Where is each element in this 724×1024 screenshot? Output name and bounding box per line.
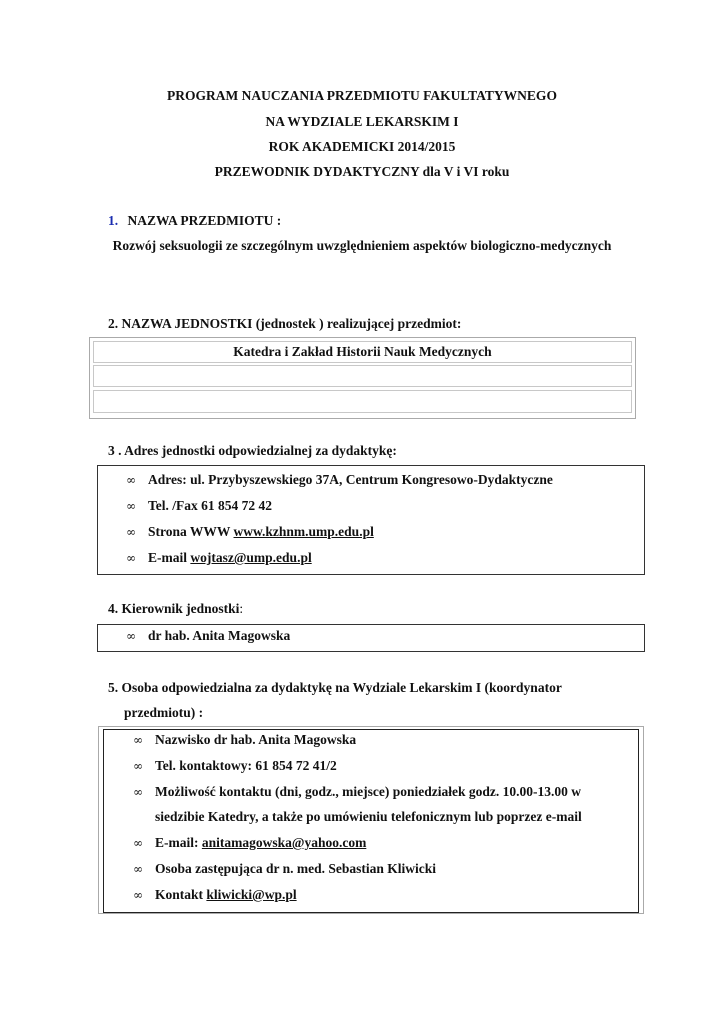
contact-hours-text-1: Możliwość kontaktu (dni, godz., miejsce) poniedziałek godz. 10.00-13.00 w: [155, 784, 581, 799]
infinity-bullet-icon: ∞: [133, 888, 143, 902]
contact-hours-line: [133, 784, 581, 800]
coordinator-name: Nazwisko dr hab. Anita Magowska: [155, 732, 357, 747]
section1-heading-text: NAZWA PRZEDMIOTU :: [127, 213, 282, 228]
address-line: [126, 472, 553, 488]
header-title-line4: PRZEWODNIK DYDAKTYCZNY dla V i VI roku: [214, 164, 510, 179]
substitute-contact-label: Kontakt: [155, 887, 207, 902]
substitute-line: [133, 861, 436, 877]
www-label: Strona WWW: [148, 524, 234, 539]
infinity-bullet-icon: ∞: [133, 785, 143, 799]
course-name: Rozwój seksuologii ze szczególnym uwzględnieniem aspektów biologiczno-medycznych: [112, 238, 612, 253]
header-title-line3: ROK AKADEMICKI 2014/2015: [268, 139, 456, 154]
www-link[interactable]: www.kzhnm.ump.edu.pl: [233, 524, 374, 539]
coordinator-phone: Tel. kontaktowy: 61 854 72 41/2: [155, 758, 337, 773]
infinity-bullet-icon: ∞: [133, 862, 143, 876]
head-name: dr hab. Anita Magowska: [148, 628, 291, 643]
head-line: [126, 628, 290, 644]
unit-row-2: [93, 365, 632, 387]
coordinator-phone-line: [133, 758, 337, 774]
email-link[interactable]: wojtasz@ump.edu.pl: [190, 550, 312, 565]
unit-row-3: [93, 390, 632, 413]
infinity-bullet-icon: ∞: [126, 473, 136, 487]
section5-heading-line1: 5. Osoba odpowiedzialna za dydaktykę na Wydziale Lekarskim I (koordynator: [108, 680, 562, 695]
infinity-bullet-icon: ∞: [126, 525, 136, 539]
section3-heading: 3 . Adres jednostki odpowiedzialnej za dydaktykę:: [108, 443, 397, 458]
substitute-text: Osoba zastępująca dr n. med. Sebastian Kliwicki: [155, 861, 437, 876]
section1-number: 1.: [108, 213, 119, 228]
infinity-bullet-icon: ∞: [133, 836, 143, 850]
email-line: [126, 550, 312, 566]
coordinator-email-link[interactable]: anitamagowska@yahoo.com: [201, 835, 367, 850]
contact-hours-text-2: siedzibie Katedry, a także po umówieniu telefonicznym lub poprzez e-mail: [155, 809, 582, 824]
section4-heading-text: 4. Kierownik jednostki: [108, 601, 240, 616]
infinity-bullet-icon: ∞: [126, 629, 136, 643]
phone-text: Tel. /Fax 61 854 72 42: [148, 498, 273, 513]
address-text: Adres: ul. Przybyszewskiego 37A, Centrum Kongresowo-Dydaktyczne: [148, 472, 553, 487]
unit-row-1: [93, 341, 632, 363]
infinity-bullet-icon: ∞: [133, 733, 143, 747]
coordinator-email-label: E-mail:: [155, 835, 202, 850]
coordinator-name-line: [133, 732, 356, 748]
infinity-bullet-icon: ∞: [126, 499, 136, 513]
section1-heading: [108, 213, 281, 229]
substitute-contact-line: [133, 887, 297, 903]
coordinator-email-line: [133, 835, 366, 851]
section4-heading-colon: :: [239, 601, 244, 616]
infinity-bullet-icon: ∞: [133, 759, 143, 773]
header-title-line1: PROGRAM NAUCZANIA PRZEDMIOTU FAKULTATYWNEGO: [167, 88, 557, 103]
section2-heading: 2. NAZWA JEDNOSTKI (jednostek ) realizującej przedmiot:: [108, 316, 462, 331]
header-title-line2: NA WYDZIALE LEKARSKIM I: [265, 114, 459, 129]
infinity-bullet-icon: ∞: [126, 551, 136, 565]
section5-heading-line2: przedmiotu) :: [124, 705, 204, 720]
email-label: E-mail: [148, 550, 191, 565]
unit-row-1-text: Katedra i Zakład Historii Nauk Medycznych: [233, 344, 492, 359]
phone-line: [126, 498, 272, 514]
section4-heading: [108, 601, 243, 617]
substitute-contact-link[interactable]: kliwicki@wp.pl: [206, 887, 297, 902]
unit-table: [89, 337, 636, 419]
www-line: [126, 524, 374, 540]
